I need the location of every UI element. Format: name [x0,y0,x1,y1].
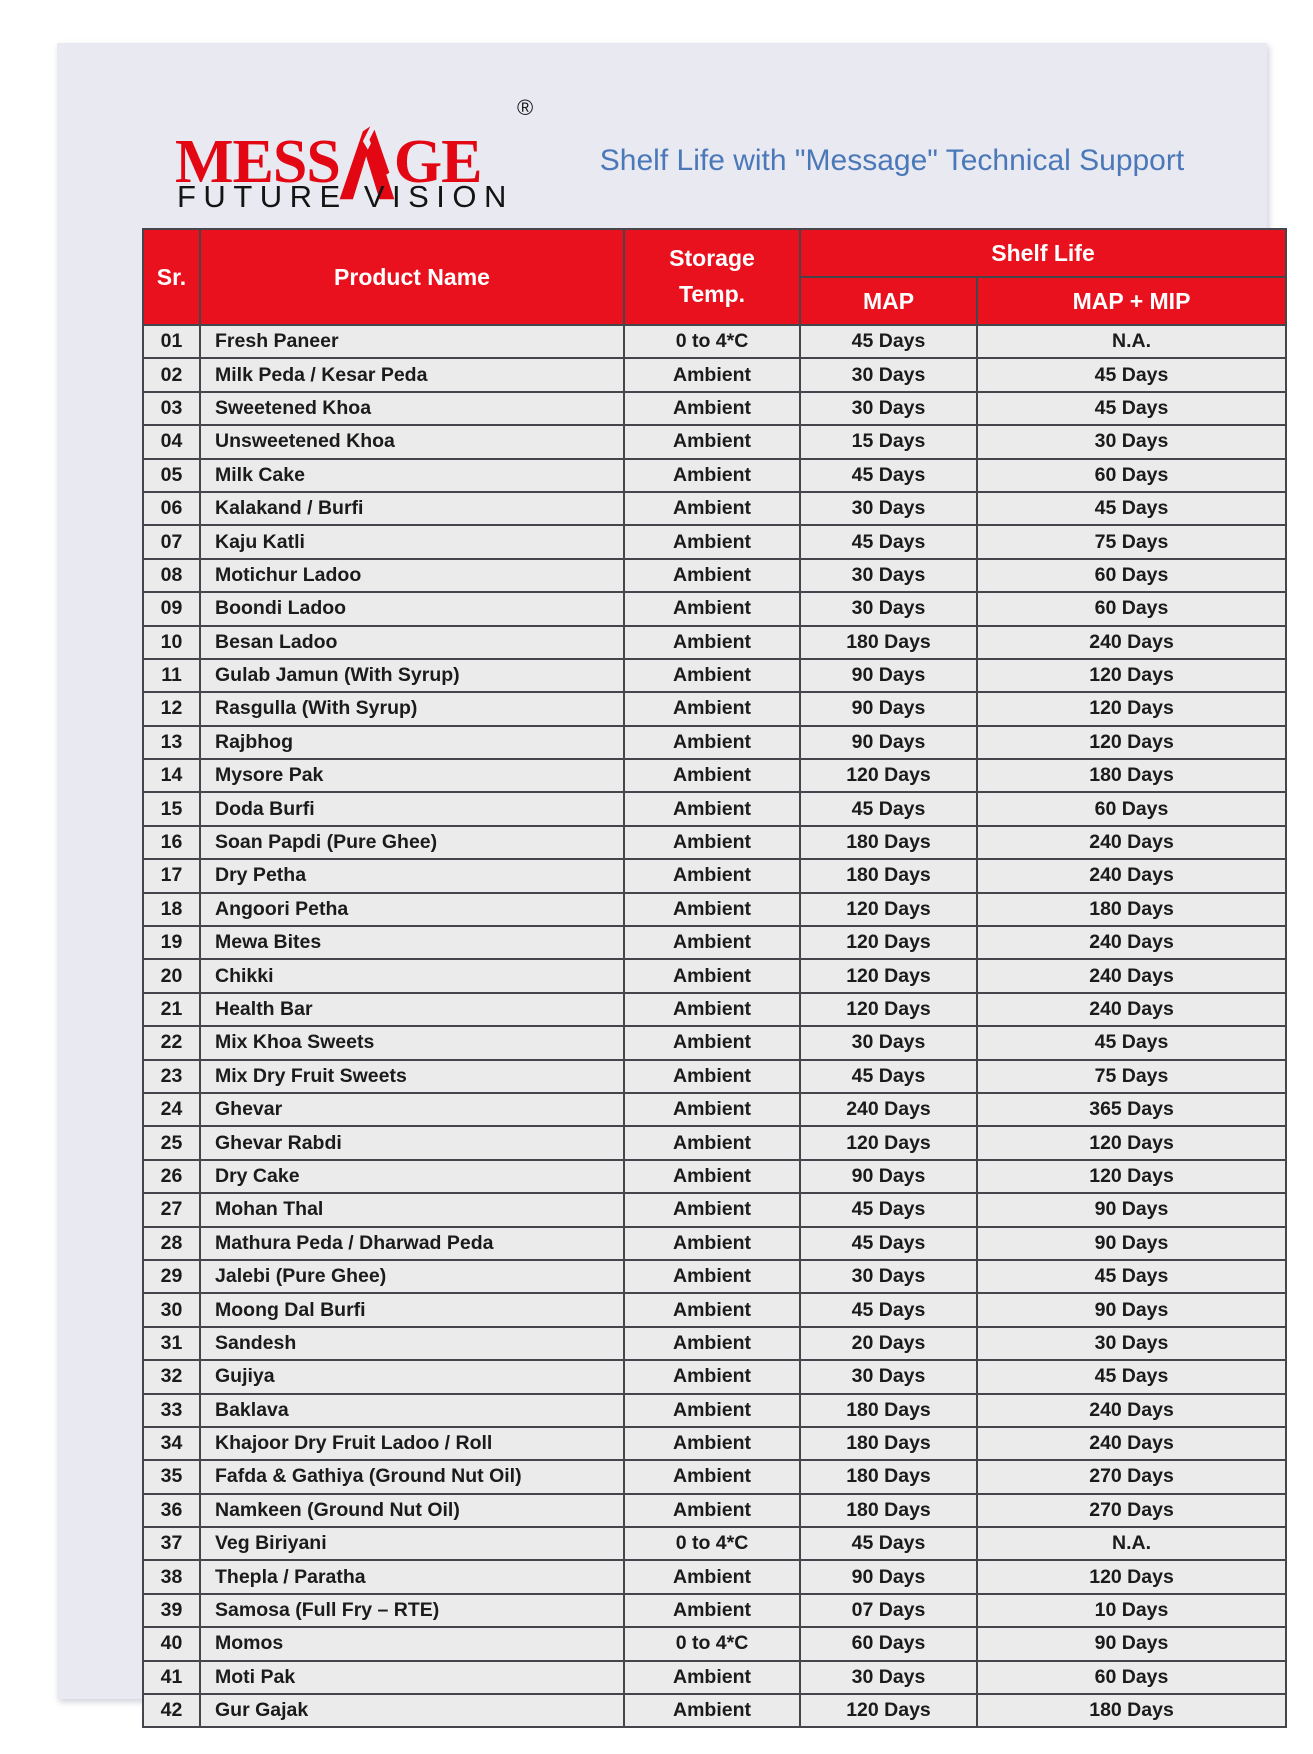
storage-cell: Ambient [624,425,800,458]
storage-cell: Ambient [624,993,800,1026]
map-mip-cell: 120 Days [977,1160,1286,1193]
map-mip-cell: 120 Days [977,726,1286,759]
map-mip-cell: 90 Days [977,1627,1286,1660]
map-mip-cell: 45 Days [977,1360,1286,1393]
storage-cell: Ambient [624,1694,800,1727]
storage-cell: Ambient [624,1661,800,1694]
product-cell: Rasgulla (With Syrup) [200,692,624,725]
product-cell: Kaju Katli [200,525,624,558]
map-mip-cell: 120 Days [977,692,1286,725]
table-row [143,1260,1286,1293]
table-row [143,492,1286,525]
table-row [143,592,1286,625]
map-cell: 180 Days [800,1494,977,1527]
sr-cell: 33 [143,1394,200,1427]
map-cell: 45 Days [800,792,977,825]
table-row [143,325,1286,358]
page-title: Shelf Life with "Message" Technical Support [599,144,1185,177]
sr-cell: 19 [143,926,200,959]
storage-cell: 0 to 4*C [624,1527,800,1560]
map-cell: 30 Days [800,492,977,525]
product-cell: Gujiya [200,1360,624,1393]
storage-cell: Ambient [624,1060,800,1093]
storage-header-line2: Temp. [678,281,746,307]
product-cell: Mohan Thal [200,1193,624,1226]
table-row [143,1327,1286,1360]
sr-cell: 32 [143,1360,200,1393]
map-mip-cell: 60 Days [977,1661,1286,1694]
storage-temp-header [624,229,800,325]
map-cell: 180 Days [800,626,977,659]
product-cell: Ghevar [200,1093,624,1126]
sr-cell: 18 [143,893,200,926]
storage-cell: Ambient [624,1293,800,1326]
map-cell: 20 Days [800,1327,977,1360]
table-row [143,1527,1286,1560]
storage-cell: Ambient [624,1560,800,1593]
map-cell: 120 Days [800,1694,977,1727]
table-row [143,392,1286,425]
product-cell: Dry Petha [200,859,624,892]
table-row [143,1427,1286,1460]
map-cell: 45 Days [800,459,977,492]
sr-cell: 17 [143,859,200,892]
product-cell: Soan Papdi (Pure Ghee) [200,826,624,859]
map-mip-cell: 240 Days [977,926,1286,959]
map-cell: 120 Days [800,959,977,992]
storage-cell: Ambient [624,792,800,825]
sr-cell: 42 [143,1694,200,1727]
map-cell: 45 Days [800,1060,977,1093]
map-mip-cell: 240 Days [977,959,1286,992]
table-header [143,229,1286,325]
product-cell: Sweetened Khoa [200,392,624,425]
storage-cell: Ambient [624,1227,800,1260]
storage-cell: Ambient [624,1026,800,1059]
sr-cell: 41 [143,1661,200,1694]
table-row [143,993,1286,1026]
header-row-top [143,229,1286,277]
product-cell: Unsweetened Khoa [200,425,624,458]
table-row [143,926,1286,959]
sr-cell: 39 [143,1594,200,1627]
product-cell: Doda Burfi [200,792,624,825]
table-row [143,425,1286,458]
map-cell: 45 Days [800,1193,977,1226]
sr-cell: 07 [143,525,200,558]
shelf-life-table [142,228,1287,1728]
map-mip-cell: 10 Days [977,1594,1286,1627]
map-mip-cell: 365 Days [977,1093,1286,1126]
map-cell: 90 Days [800,726,977,759]
table-row [143,959,1286,992]
table-row [143,1560,1286,1593]
product-cell: Ghevar Rabdi [200,1126,624,1159]
map-mip-cell: 120 Days [977,1126,1286,1159]
sr-cell: 37 [143,1527,200,1560]
table-row [143,1227,1286,1260]
table-row [143,792,1286,825]
storage-cell: 0 to 4*C [624,1627,800,1660]
table-row [143,358,1286,391]
map-mip-cell: 240 Days [977,859,1286,892]
map-cell: 15 Days [800,425,977,458]
sr-cell: 05 [143,459,200,492]
map-cell: 90 Days [800,659,977,692]
product-cell: Khajoor Dry Fruit Ladoo / Roll [200,1427,624,1460]
table-row [143,1360,1286,1393]
storage-header-line1: Storage [669,245,755,272]
product-cell: Thepla / Paratha [200,1560,624,1593]
map-cell: 120 Days [800,893,977,926]
storage-cell: Ambient [624,893,800,926]
storage-cell: Ambient [624,1093,800,1126]
product-name-header: Product Name [200,229,624,325]
storage-cell: Ambient [624,759,800,792]
product-cell: Momos [200,1627,624,1660]
sr-cell: 30 [143,1293,200,1326]
table-row [143,1694,1286,1727]
product-cell: Mix Khoa Sweets [200,1026,624,1059]
table-row [143,859,1286,892]
shelf-life-header: Shelf Life [800,229,1286,277]
table-row [143,692,1286,725]
map-mip-cell: N.A. [977,1527,1286,1560]
storage-cell: Ambient [624,1427,800,1460]
map-mip-cell: 240 Days [977,993,1286,1026]
sr-cell: 15 [143,792,200,825]
map-mip-cell: 60 Days [977,592,1286,625]
sr-cell: 12 [143,692,200,725]
product-cell: Baklava [200,1394,624,1427]
map-mip-cell: 120 Days [977,659,1286,692]
product-cell: Mysore Pak [200,759,624,792]
table-row [143,459,1286,492]
table-row [143,1193,1286,1226]
sr-cell: 40 [143,1627,200,1660]
table-row [143,1661,1286,1694]
sr-cell: 28 [143,1227,200,1260]
product-cell: Besan Ladoo [200,626,624,659]
map-cell: 180 Days [800,859,977,892]
sr-cell: 02 [143,358,200,391]
table-row [143,1293,1286,1326]
map-cell: 30 Days [800,1260,977,1293]
product-cell: Namkeen (Ground Nut Oil) [200,1494,624,1527]
table-row [143,1060,1286,1093]
map-cell: 30 Days [800,1026,977,1059]
map-mip-cell: 30 Days [977,425,1286,458]
product-cell: Boondi Ladoo [200,592,624,625]
map-mip-cell: 45 Days [977,392,1286,425]
sr-cell: 09 [143,592,200,625]
storage-cell: Ambient [624,1460,800,1493]
map-cell: 90 Days [800,692,977,725]
table-row [143,893,1286,926]
sr-cell: 04 [143,425,200,458]
map-cell: 45 Days [800,1293,977,1326]
storage-cell: Ambient [624,1360,800,1393]
storage-cell: Ambient [624,1394,800,1427]
product-cell: Fresh Paneer [200,325,624,358]
map-cell: 30 Days [800,358,977,391]
map-mip-cell: 90 Days [977,1227,1286,1260]
sr-cell: 26 [143,1160,200,1193]
map-cell: 120 Days [800,759,977,792]
map-mip-cell: 180 Days [977,759,1286,792]
product-cell: Chikki [200,959,624,992]
product-cell: Veg Biriyani [200,1527,624,1560]
map-mip-cell: 90 Days [977,1293,1286,1326]
sr-cell: 21 [143,993,200,1026]
brand-word-part1: MESS [175,128,340,196]
sr-cell: 22 [143,1026,200,1059]
map-mip-cell: N.A. [977,325,1286,358]
product-cell: Jalebi (Pure Ghee) [200,1260,624,1293]
sr-cell: 10 [143,626,200,659]
storage-cell: Ambient [624,1260,800,1293]
storage-cell: Ambient [624,1594,800,1627]
storage-cell: Ambient [624,1193,800,1226]
map-cell: 90 Days [800,1560,977,1593]
map-mip-cell: 270 Days [977,1460,1286,1493]
table-row [143,726,1286,759]
sr-cell: 38 [143,1560,200,1593]
product-cell: Milk Cake [200,459,624,492]
map-mip-cell: 60 Days [977,559,1286,592]
sr-cell: 25 [143,1126,200,1159]
storage-cell: Ambient [624,659,800,692]
product-cell: Health Bar [200,993,624,1026]
map-mip-cell: 45 Days [977,492,1286,525]
sr-cell: 11 [143,659,200,692]
map-cell: 30 Days [800,1360,977,1393]
map-cell: 07 Days [800,1594,977,1627]
sr-cell: 36 [143,1494,200,1527]
brand-subtitle: FUTURE VISION [177,179,514,214]
map-cell: 120 Days [800,993,977,1026]
storage-cell: Ambient [624,1494,800,1527]
table-row [143,1093,1286,1126]
sr-cell: 08 [143,559,200,592]
map-cell: 180 Days [800,1394,977,1427]
map-mip-cell: 60 Days [977,792,1286,825]
product-cell: Milk Peda / Kesar Peda [200,358,624,391]
sr-header: Sr. [143,229,200,325]
sr-cell: 24 [143,1093,200,1126]
sr-cell: 06 [143,492,200,525]
map-cell: 45 Days [800,525,977,558]
map-cell: 30 Days [800,1661,977,1694]
map-mip-cell: 90 Days [977,1193,1286,1226]
map-cell: 30 Days [800,592,977,625]
sr-cell: 31 [143,1327,200,1360]
sr-cell: 14 [143,759,200,792]
product-cell: Mathura Peda / Dharwad Peda [200,1227,624,1260]
brand-logo [175,95,535,213]
storage-cell: 0 to 4*C [624,325,800,358]
table-row [143,525,1286,558]
table-row [143,1126,1286,1159]
sr-cell: 34 [143,1427,200,1460]
storage-cell: Ambient [624,692,800,725]
storage-cell: Ambient [624,592,800,625]
sr-cell: 13 [143,726,200,759]
storage-cell: Ambient [624,492,800,525]
table-row [143,1394,1286,1427]
product-cell: Fafda & Gathiya (Ground Nut Oil) [200,1460,624,1493]
storage-cell: Ambient [624,459,800,492]
map-mip-cell: 45 Days [977,1260,1286,1293]
map-header: MAP [800,277,977,325]
map-cell: 240 Days [800,1093,977,1126]
storage-cell: Ambient [624,358,800,391]
map-mip-cell: 45 Days [977,358,1286,391]
storage-cell: Ambient [624,1160,800,1193]
map-mip-cell: 240 Days [977,1427,1286,1460]
table-row [143,759,1286,792]
storage-cell: Ambient [624,926,800,959]
map-cell: 120 Days [800,926,977,959]
map-cell: 45 Days [800,1227,977,1260]
storage-cell: Ambient [624,859,800,892]
product-cell: Angoori Petha [200,893,624,926]
map-mip-cell: 240 Days [977,826,1286,859]
storage-cell: Ambient [624,959,800,992]
sr-cell: 35 [143,1460,200,1493]
product-cell: Moong Dal Burfi [200,1293,624,1326]
sr-cell: 03 [143,392,200,425]
map-mip-cell: 45 Days [977,1026,1286,1059]
table-row [143,1594,1286,1627]
storage-cell: Ambient [624,626,800,659]
product-cell: Mix Dry Fruit Sweets [200,1060,624,1093]
product-cell: Gur Gajak [200,1694,624,1727]
table-row [143,1460,1286,1493]
registered-trademark-icon: ® [517,95,534,120]
table-row [143,1160,1286,1193]
map-mip-cell: 30 Days [977,1327,1286,1360]
map-cell: 30 Days [800,559,977,592]
storage-cell: Ambient [624,559,800,592]
map-mip-cell: 240 Days [977,1394,1286,1427]
table-row [143,626,1286,659]
map-mip-cell: 120 Days [977,1560,1286,1593]
brand-word-part2: GE [393,128,482,196]
storage-cell: Ambient [624,1126,800,1159]
table-body [143,325,1286,1727]
product-cell: Dry Cake [200,1160,624,1193]
product-cell: Moti Pak [200,1661,624,1694]
map-cell: 45 Days [800,325,977,358]
map-mip-header: MAP + MIP [977,277,1286,325]
map-mip-cell: 75 Days [977,525,1286,558]
map-mip-cell: 75 Days [977,1060,1286,1093]
map-cell: 180 Days [800,1427,977,1460]
document-card [57,43,1267,1722]
map-cell: 45 Days [800,1527,977,1560]
storage-cell: Ambient [624,726,800,759]
storage-cell: Ambient [624,826,800,859]
sr-cell: 01 [143,325,200,358]
product-cell: Motichur Ladoo [200,559,624,592]
map-cell: 90 Days [800,1160,977,1193]
storage-cell: Ambient [624,1327,800,1360]
table-row [143,1627,1286,1660]
product-cell: Kalakand / Burfi [200,492,624,525]
sr-cell: 16 [143,826,200,859]
product-cell: Gulab Jamun (With Syrup) [200,659,624,692]
sr-cell: 29 [143,1260,200,1293]
product-cell: Sandesh [200,1327,624,1360]
sr-cell: 27 [143,1193,200,1226]
table-row [143,1026,1286,1059]
map-mip-cell: 270 Days [977,1494,1286,1527]
map-cell: 120 Days [800,1126,977,1159]
table-row [143,826,1286,859]
map-mip-cell: 60 Days [977,459,1286,492]
map-cell: 60 Days [800,1627,977,1660]
table-row [143,659,1286,692]
sr-cell: 23 [143,1060,200,1093]
product-cell: Samosa (Full Fry – RTE) [200,1594,624,1627]
map-cell: 180 Days [800,1460,977,1493]
product-cell: Rajbhog [200,726,624,759]
product-cell: Mewa Bites [200,926,624,959]
storage-cell: Ambient [624,392,800,425]
map-mip-cell: 240 Days [977,626,1286,659]
storage-cell: Ambient [624,525,800,558]
table-row [143,1494,1286,1527]
map-cell: 30 Days [800,392,977,425]
sr-cell: 20 [143,959,200,992]
table-row [143,559,1286,592]
map-mip-cell: 180 Days [977,893,1286,926]
map-cell: 180 Days [800,826,977,859]
map-mip-cell: 180 Days [977,1694,1286,1727]
